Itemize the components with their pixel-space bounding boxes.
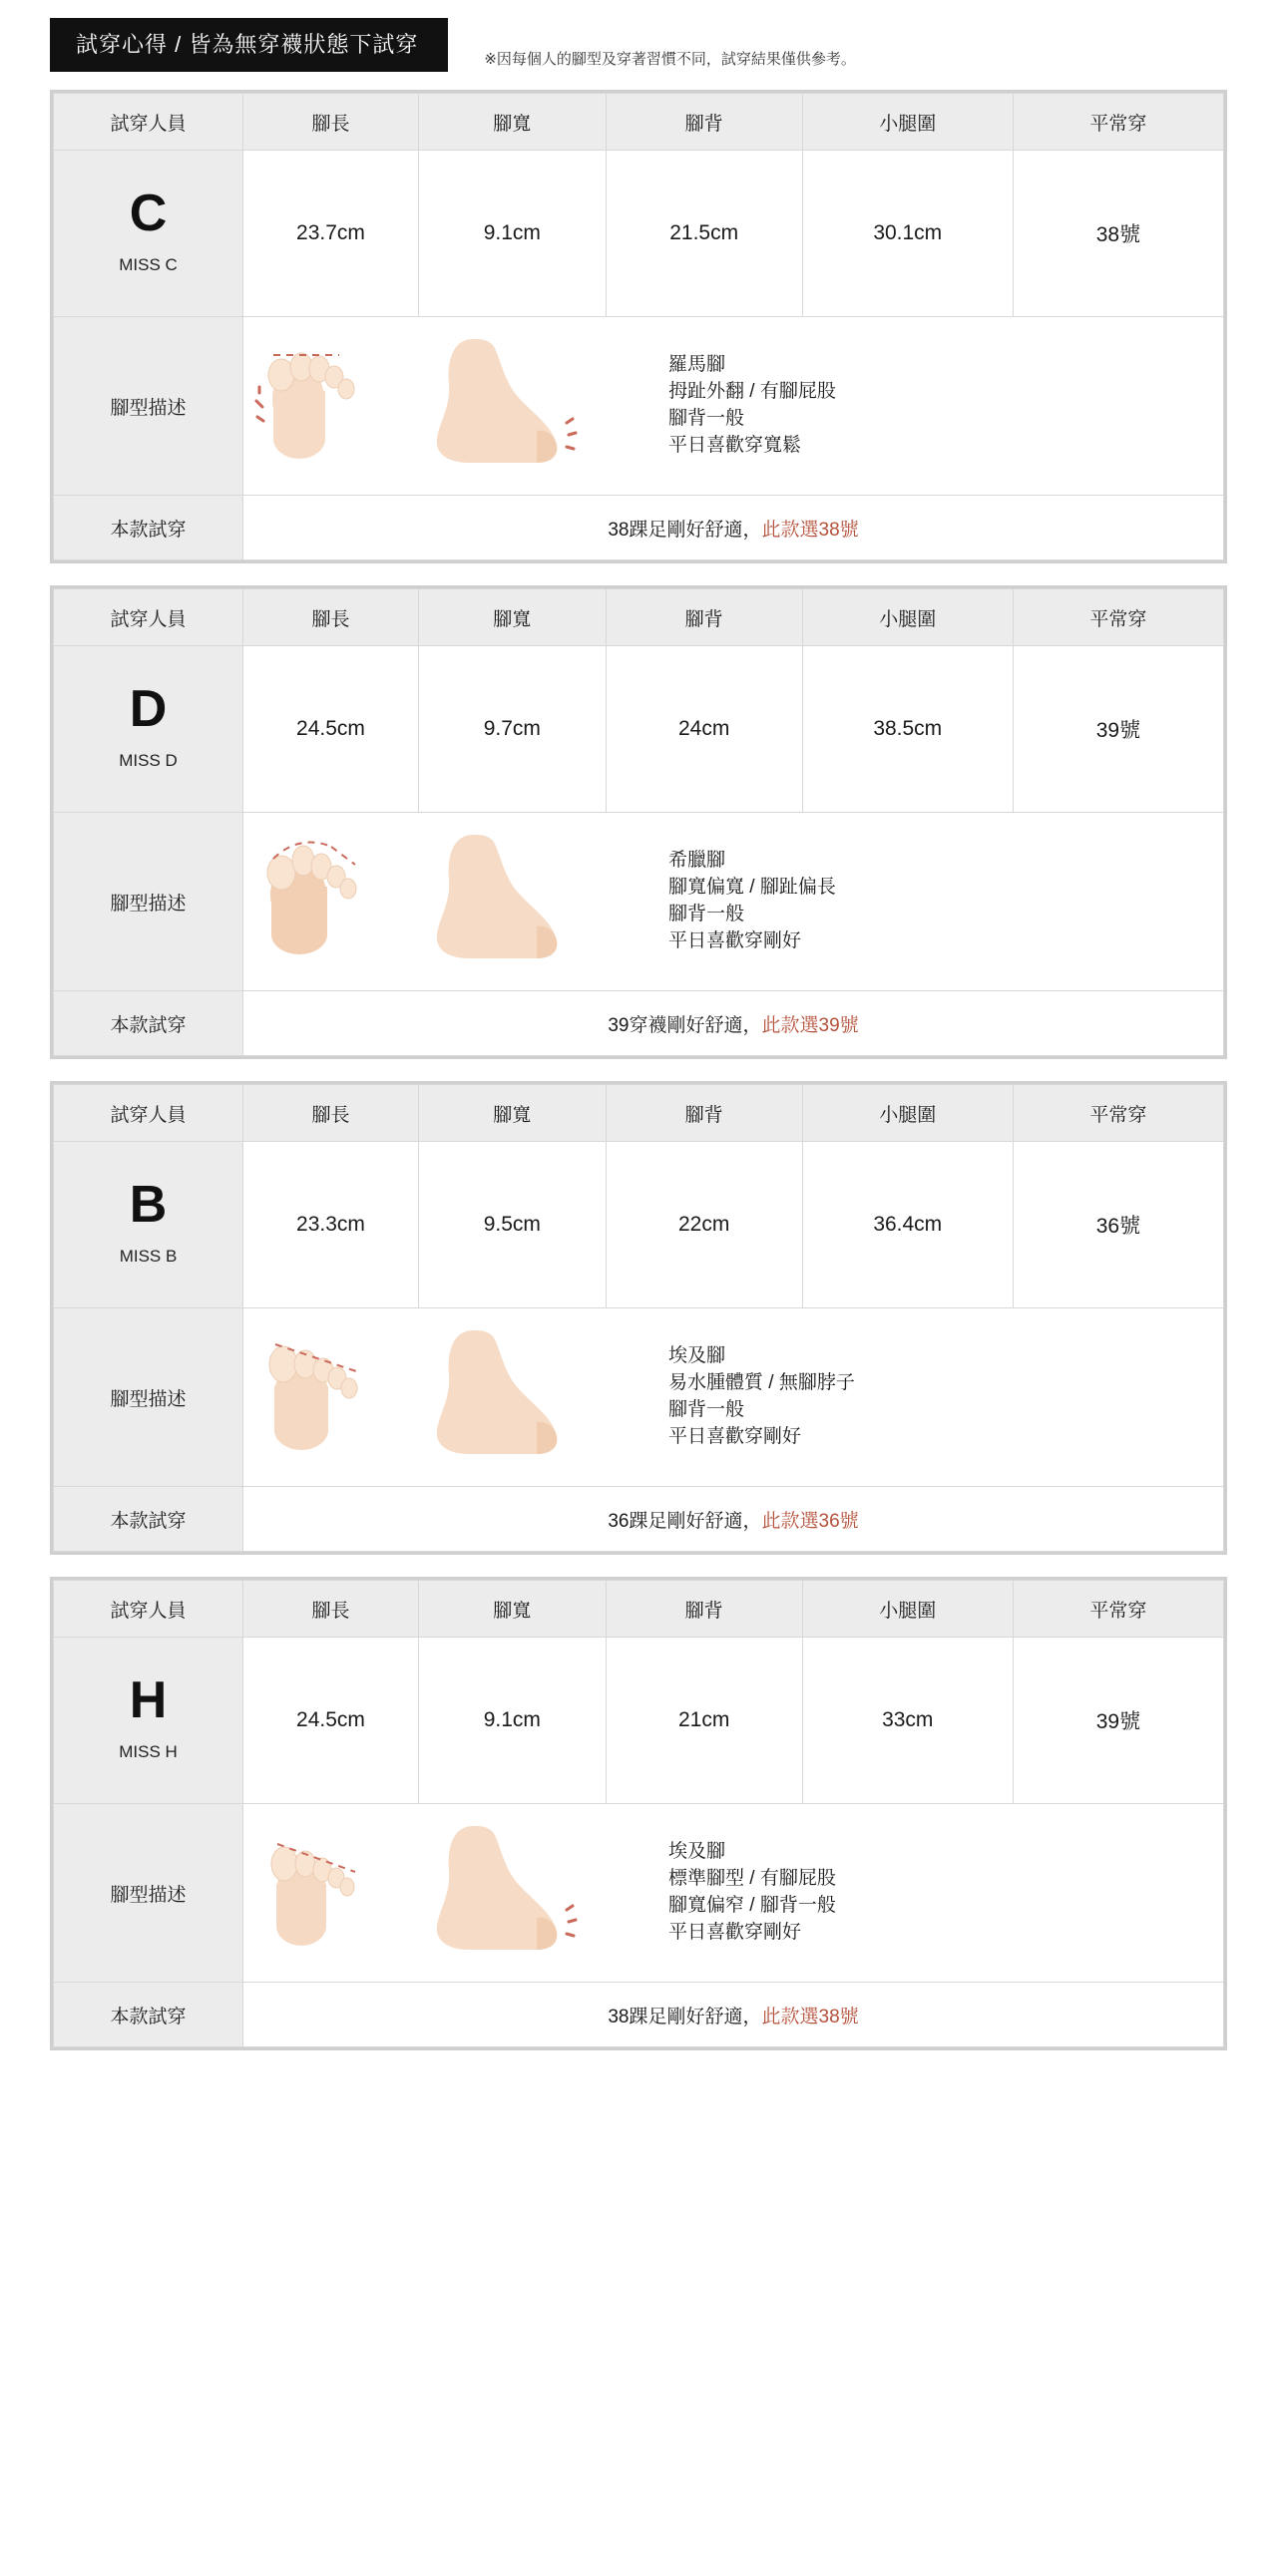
table-row — [54, 1142, 1224, 1308]
value-instep: 22cm — [606, 1142, 802, 1308]
value-calf: 36.4cm — [802, 1142, 1013, 1308]
fit-main-text: 38踝足剛好舒適， — [608, 519, 762, 541]
column-header-tester: 試穿人員 — [54, 94, 243, 151]
tester-card — [50, 1577, 1227, 2050]
value-usual-size: 39號 — [1013, 1638, 1223, 1804]
value-calf: 38.5cm — [802, 646, 1013, 813]
fit-main-text: 39穿襪剛好舒適， — [608, 1014, 762, 1036]
value-foot-length: 24.5cm — [243, 1638, 419, 1804]
tester-letter: D — [129, 680, 168, 738]
fit-row — [54, 1487, 1224, 1552]
row-label-fit: 本款試穿 — [54, 496, 243, 560]
row-label-description: 腳型描述 — [54, 813, 243, 991]
column-header-foot-width: 腳寬 — [418, 1085, 606, 1142]
row-label-fit: 本款試穿 — [54, 991, 243, 1056]
value-foot-length: 23.3cm — [243, 1142, 419, 1308]
value-foot-length: 24.5cm — [243, 646, 419, 813]
tester-identity — [54, 1142, 243, 1308]
tester-name: MISS H — [119, 1742, 178, 1761]
column-header-tester: 試穿人員 — [54, 589, 243, 646]
column-header-calf: 小腿圍 — [802, 1581, 1013, 1638]
description-line: 希臘腳 — [668, 850, 726, 872]
value-foot-width: 9.7cm — [418, 646, 606, 813]
tester-card — [50, 90, 1227, 563]
column-header-foot-width: 腳寬 — [418, 94, 606, 151]
fit-row — [54, 991, 1224, 1056]
tester-letter: C — [129, 184, 168, 242]
description-row — [54, 1308, 1224, 1487]
tester-card — [50, 585, 1227, 1059]
value-usual-size: 39號 — [1013, 646, 1223, 813]
fit-main-text: 38踝足剛好舒適， — [608, 2006, 762, 2027]
description-line: 埃及腳 — [668, 1841, 726, 1863]
table-row — [54, 151, 1224, 317]
description-content — [243, 317, 1224, 496]
tester-name: MISS B — [119, 1247, 178, 1266]
row-label-description: 腳型描述 — [54, 317, 243, 496]
description-text — [662, 848, 1223, 955]
description-line: 羅馬腳 — [668, 354, 726, 376]
fit-accent-text: 此款選36號 — [761, 1510, 859, 1532]
description-row — [54, 1804, 1224, 1983]
row-label-fit: 本款試穿 — [54, 1983, 243, 2047]
column-header-calf: 小腿圍 — [802, 589, 1013, 646]
column-header-foot-length: 腳長 — [243, 589, 419, 646]
column-header-usual-size: 平常穿 — [1013, 589, 1223, 646]
column-header-foot-length: 腳長 — [243, 1581, 419, 1638]
value-usual-size: 36號 — [1013, 1142, 1223, 1308]
foot-illustration-icon — [243, 817, 662, 986]
description-line: 腳背一般 — [668, 408, 745, 429]
description-line: 平日喜歡穿剛好 — [668, 1921, 802, 1943]
description-line: 腳背一般 — [668, 1399, 745, 1420]
row-label-fit: 本款試穿 — [54, 1487, 243, 1552]
tester-letter: H — [129, 1671, 168, 1729]
column-header-foot-length: 腳長 — [243, 1085, 419, 1142]
column-header-usual-size: 平常穿 — [1013, 1085, 1223, 1142]
description-line: 拇趾外翻 / 有腳屁股 — [668, 381, 836, 403]
description-content — [243, 1308, 1224, 1487]
description-line: 腳寬偏寬 / 腳趾偏長 — [668, 877, 836, 899]
table-header-row — [54, 1581, 1224, 1638]
fit-content — [243, 1983, 1224, 2047]
column-header-foot-width: 腳寬 — [418, 1581, 606, 1638]
description-line: 腳寬偏窄 / 腳背一般 — [668, 1895, 836, 1916]
value-calf: 33cm — [802, 1638, 1013, 1804]
value-instep: 24cm — [606, 646, 802, 813]
tester-identity — [54, 1638, 243, 1804]
table-header-row — [54, 1085, 1224, 1142]
foot-illustration-icon — [243, 321, 662, 491]
header — [50, 18, 1227, 72]
description-text — [662, 1343, 1223, 1451]
value-foot-width: 9.1cm — [418, 151, 606, 317]
header-note: ※因每個人的腳型及穿著習慣不同，試穿結果僅供參考。 — [484, 51, 856, 68]
column-header-usual-size: 平常穿 — [1013, 1581, 1223, 1638]
column-header-instep: 腳背 — [606, 1085, 802, 1142]
foot-illustration-icon — [243, 1808, 662, 1978]
description-line: 平日喜歡穿寬鬆 — [668, 434, 802, 456]
description-text — [662, 1839, 1223, 1947]
fit-content — [243, 496, 1224, 560]
table-row — [54, 1638, 1224, 1804]
description-line: 平日喜歡穿剛好 — [668, 929, 802, 951]
description-line: 平日喜歡穿剛好 — [668, 1425, 802, 1447]
row-label-description: 腳型描述 — [54, 1308, 243, 1487]
column-header-foot-width: 腳寬 — [418, 589, 606, 646]
column-header-instep: 腳背 — [606, 94, 802, 151]
tester-card — [50, 1081, 1227, 1555]
tester-letter: B — [129, 1176, 168, 1234]
description-content — [243, 813, 1224, 991]
description-line: 標準腳型 / 有腳屁股 — [668, 1868, 836, 1890]
table-header-row — [54, 94, 1224, 151]
tester-identity — [54, 646, 243, 813]
column-header-tester: 試穿人員 — [54, 1085, 243, 1142]
table-header-row — [54, 589, 1224, 646]
fit-content — [243, 1487, 1224, 1552]
description-line: 腳背一般 — [668, 904, 745, 924]
foot-illustration-icon — [243, 1312, 662, 1482]
description-row — [54, 317, 1224, 496]
description-line: 易水腫體質 / 無腳脖子 — [668, 1372, 855, 1394]
fit-main-text: 36踝足剛好舒適， — [608, 1510, 762, 1532]
description-text — [662, 352, 1223, 460]
description-line: 埃及腳 — [668, 1345, 726, 1367]
tester-name: MISS C — [119, 255, 178, 274]
column-header-instep: 腳背 — [606, 589, 802, 646]
fit-accent-text: 此款選39號 — [761, 1014, 859, 1036]
row-label-description: 腳型描述 — [54, 1804, 243, 1983]
column-header-instep: 腳背 — [606, 1581, 802, 1638]
column-header-foot-length: 腳長 — [243, 94, 419, 151]
value-usual-size: 38號 — [1013, 151, 1223, 317]
value-instep: 21.5cm — [606, 151, 802, 317]
column-header-calf: 小腿圍 — [802, 94, 1013, 151]
tester-identity — [54, 151, 243, 317]
header-banner: 試穿心得 / 皆為無穿襪狀態下試穿 — [50, 18, 448, 72]
table-row — [54, 646, 1224, 813]
fit-row — [54, 496, 1224, 560]
fit-content — [243, 991, 1224, 1056]
value-instep: 21cm — [606, 1638, 802, 1804]
fit-accent-text: 此款選38號 — [761, 519, 859, 541]
fit-accent-text: 此款選38號 — [761, 2006, 859, 2027]
value-foot-width: 9.5cm — [418, 1142, 606, 1308]
description-row — [54, 813, 1224, 991]
value-foot-length: 23.7cm — [243, 151, 419, 317]
column-header-tester: 試穿人員 — [54, 1581, 243, 1638]
tester-name: MISS D — [119, 751, 178, 770]
column-header-usual-size: 平常穿 — [1013, 94, 1223, 151]
value-calf: 30.1cm — [802, 151, 1013, 317]
value-foot-width: 9.1cm — [418, 1638, 606, 1804]
description-content — [243, 1804, 1224, 1983]
fit-row — [54, 1983, 1224, 2047]
column-header-calf: 小腿圍 — [802, 1085, 1013, 1142]
